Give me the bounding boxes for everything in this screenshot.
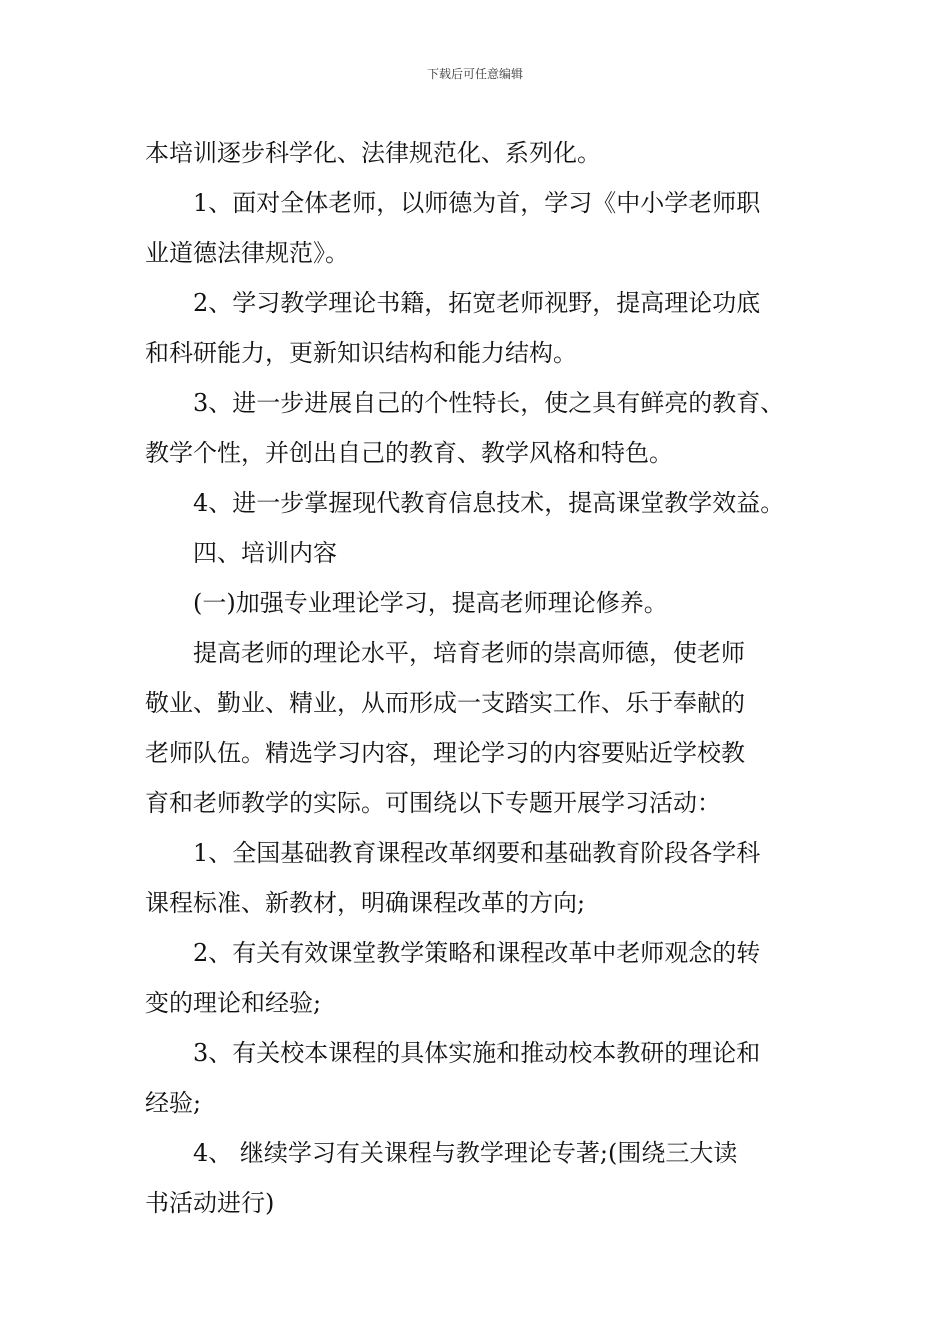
section-heading: 四、培训内容: [193, 539, 337, 567]
text-line: 提高老师的理论水平，培育老师的崇高师德，使老师: [193, 639, 745, 667]
text-line: 1、面对全体老师，以师德为首，学习《中小学老师职: [193, 189, 761, 217]
text-line: 育和老师教学的实际。可围绕以下专题开展学习活动：: [145, 789, 721, 817]
text-line: 1、全国基础教育课程改革纲要和基础教育阶段各学科: [193, 839, 761, 867]
document-body: [145, 128, 817, 1228]
text-line: 敬业、勤业、精业，从而形成一支踏实工作、乐于奉献的: [145, 689, 745, 717]
text-line: 本培训逐步科学化、法律规范化、系列化。: [145, 139, 601, 167]
text-line: 课程标准、新教材，明确课程改革的方向;: [145, 889, 586, 917]
text-line: 4、进一步掌握现代教育信息技术，提高课堂教学效益。: [193, 489, 785, 517]
text-line: 业道德法律规范》。: [145, 239, 349, 267]
text-line: 2、有关有效课堂教学策略和课程改革中老师观念的转: [193, 939, 761, 967]
text-line: 经验;: [145, 1089, 202, 1117]
text-line: 2、学习教学理论书籍，拓宽老师视野，提高理论功底: [193, 289, 761, 317]
text-line: 变的理论和经验;: [145, 989, 322, 1017]
text-line: 4、 继续学习有关课程与教学理论专著;(围绕三大读: [193, 1139, 738, 1167]
text-line: 3、有关校本课程的具体实施和推动校本教研的理论和: [193, 1039, 761, 1067]
text-line: 书活动进行): [145, 1189, 275, 1217]
text-line: 老师队伍。精选学习内容，理论学习的内容要贴近学校教: [145, 739, 745, 767]
text-line: 教学个性，并创出自己的教育、教学风格和特色。: [145, 439, 673, 467]
subsection-heading: (一)加强专业理论学习，提高老师理论修养。: [193, 589, 668, 617]
text-line: 3、进一步进展自己的个性特长，使之具有鲜亮的教育、: [193, 389, 785, 417]
page-header: 下载后可任意编辑: [426, 67, 523, 81]
text-line: 和科研能力，更新知识结构和能力结构。: [145, 339, 577, 367]
